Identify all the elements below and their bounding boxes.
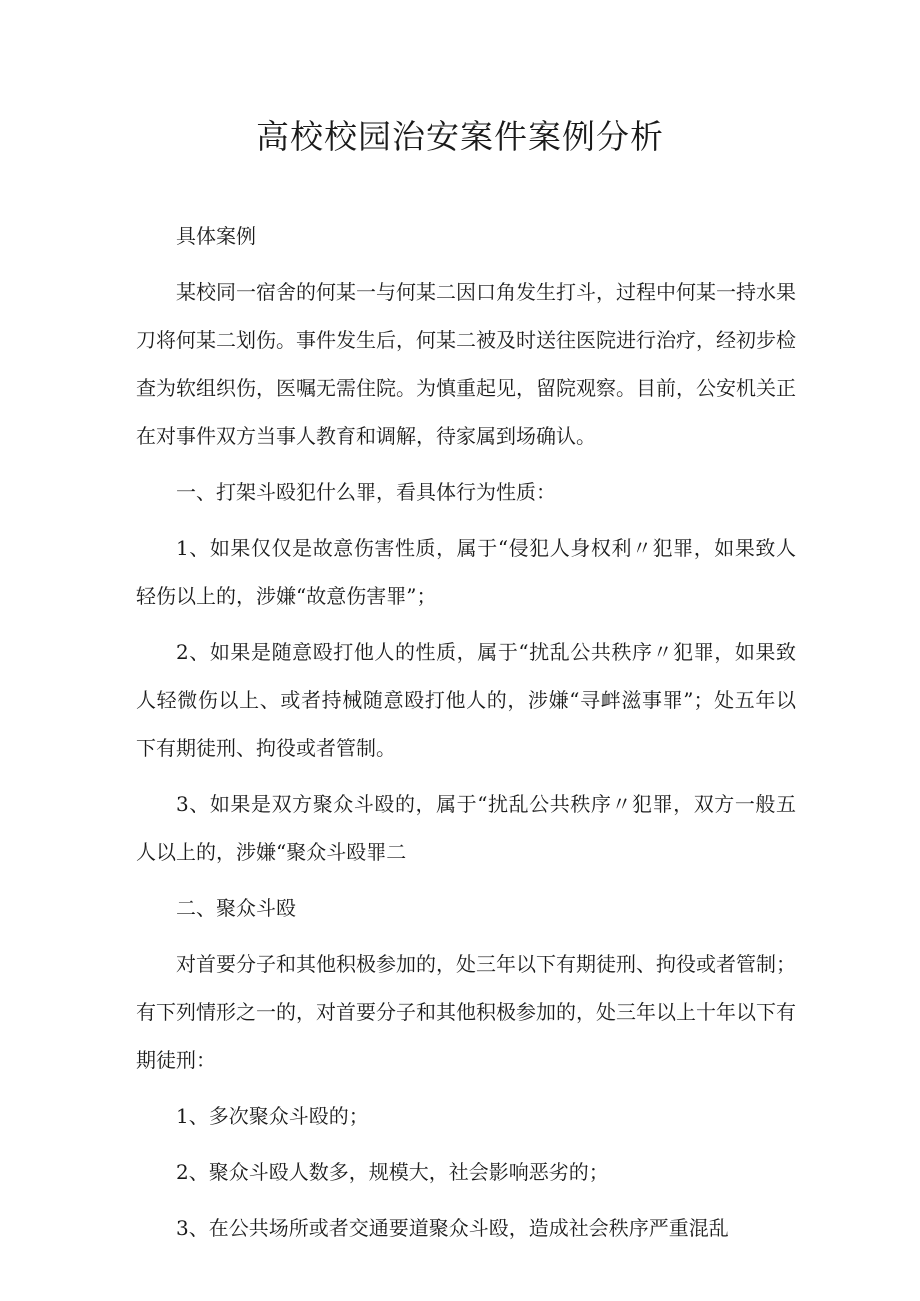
paragraph-section-one-heading: 一、打架斗殴犯什么罪，看具体行为性质：: [176, 480, 556, 504]
paragraph-case-description: 某校同一宿舍的何某一与何某二因口角发生打斗，过程中何某一持水果刀将何某二划伤。事件发生后，何某二被及时送往医院进行治疗，经初步检查为软组织伤，医嘱无需住院。为慎重起见，留院观察。目前，公安机关正在对事件双方当事人教育和调解，待家属到场确认。: [136, 280, 796, 448]
paragraph-case-list-1: 1、多次聚众斗殴的；: [176, 1104, 369, 1128]
paragraph-item-2: 2、如果是随意殴打他人的性质，属于“扰乱公共秩序〃犯罪，如果致人轻微伤以上、或者持械随意殴打他人的，涉嫌“寻衅滋事罪”；处五年以下有期徒刑、拘役或者管制。: [136, 640, 796, 760]
paragraph-penalty-description: 对首要分子和其他积极参加的，处三年以下有期徒刑、拘役或者管制；有下列情形之一的，对首要分子和其他积极参加的，处三年以上十年以下有期徒刑：: [136, 952, 796, 1072]
document-title: 高校校园治安案件案例分析: [256, 117, 664, 156]
paragraph-case-heading: 具体案例: [176, 224, 256, 248]
paragraph-case-list-2: 2、聚众斗殴人数多，规模大，社会影响恶劣的；: [176, 1160, 609, 1184]
paragraph-item-3: 3、如果是双方聚众斗殴的，属于“扰乱公共秩序〃犯罪，双方一般五人以上的，涉嫌“聚众斗殴罪二: [136, 792, 796, 864]
paragraph-case-list-3: 3、在公共场所或者交通要道聚众斗殴，造成社会秩序严重混乱: [176, 1216, 729, 1240]
paragraph-item-1: 1、如果仅仅是故意伤害性质，属于“侵犯人身权利〃犯罪，如果致人轻伤以上的，涉嫌“故意伤害罪”；: [136, 536, 796, 608]
document-body: [136, 212, 796, 1260]
paragraph-section-two-heading: 二、聚众斗殴: [176, 896, 296, 920]
